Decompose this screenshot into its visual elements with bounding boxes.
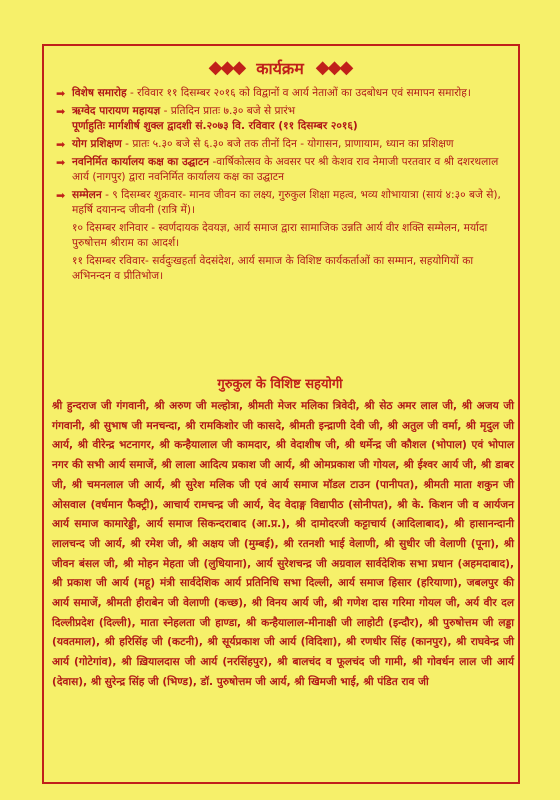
conference-day-10: १० दिसम्बर शनिवार - स्वर्णदायक देवयज्ञ, आर्य समाज द्वारा सामाजिक उन्नति आर्य वीर शक्ति सम्मेलन, मर्यादा पुरुषोत्तम श्रीराम का आदर्श। — [72, 222, 488, 249]
program-item-text: - ९ दिसम्बर शुक्रवार- मानव जीवन का लक्ष्य, गुरुकुल शिक्षा महत्व, भव्य शोभायात्रा (सायं ४:३० बजे से), महर्षि दयानन्द जीवनी (रात्रि में)। — [72, 189, 501, 216]
program-item-text: - प्रतिदिन प्रातः ७.३० बजे से प्रारंभ — [163, 105, 296, 117]
title-row — [0, 56, 560, 80]
program-item-label: योग प्रशिक्षण — [72, 138, 122, 150]
program-item-text: - रविवार ११ दिसम्बर २०१६ को विद्वानों व आर्य नेताओं का उदबोधन एवं समापन समारोह। — [129, 87, 471, 99]
program-item-text: -वार्षिकोत्सव के अवसर पर श्री केशव राव नेमाजी परतवार व श्री दशरथलाल आर्य (नागपुर) द्वारा नवनिर्मित कार्यालय कक्ष का उद्घाटन — [72, 156, 499, 183]
arrow-icon: ➡ — [56, 87, 66, 100]
arrow-icon: ➡ — [56, 105, 66, 118]
program-item-label: नवनिर्मित कार्यालय कक्ष का उद्घाटन — [72, 156, 210, 168]
arrow-icon: ➡ — [56, 189, 66, 202]
program-item-special-ceremony — [56, 86, 512, 101]
page-title: कार्यक्रम — [252, 57, 308, 79]
left-ornament-icon: ◆◆◆ — [208, 57, 245, 78]
program-item-office-inauguration — [56, 155, 512, 185]
program-item-text: - प्रातः ५.३० बजे से ६.३० बजे तक तीनों दिन - योगासन, प्राणायाम, ध्यान का प्रशिक्षण — [125, 138, 454, 150]
program-item-conference — [56, 188, 512, 218]
program-item-label: ऋग्वेद पारायण महायज्ञ — [72, 105, 161, 117]
program-item-label: विशेष समारोह — [72, 87, 127, 99]
arrow-icon: ➡ — [56, 138, 66, 151]
arrow-icon: ➡ — [56, 156, 66, 169]
supporters-list: श्री हुन्दराज जी गंगवानी, श्री अरुण जी मल्होत्रा, श्रीमती मेजर मलिका त्रिवेदी, श्री सेठ अमर लाल जी, श्री अजय जी गंगवानी, श्री सुभाष जी मनचन्दा, श्री रामकिशोर जी कासदे, श्रीमती इन्द्राणी देवी जी, श्री अतुल जी वर्मा, श्री मृदुल जी आर्य, श्री वीरेन्द्र भटनागर, श्री कन्हैयालाल जी कामदार, श्री वेदाशीष जी, श्री धर्मेन्द्र जी कौशल (भोपाल) एवं भोपाल नगर की सभी आर्य समाजें, श्री लाला आदित्य प्रकाश जी आर्य, श्री ओमप्रकाश जी गोयल, श्री ईश्वर आर्य जी, श्री डाबर जी, श्री चमनलाल जी आर्य, श्री सुरेश मलिक जी एवं आर्य समाज मॉडल टाउन (पानीपत), श्रीमती माता शकुन जी ओसवाल (वर्धमान फैक्ट्री), आचार्य रामचन्द्र जी आर्य, वेद वेदाङ्ग विद्यापीठ (सोनीपत), श्री के. किशन जी व आर्यजन आर्य समाज कामारेड्डी, आर्य समाज सिकन्दराबाद (आ.प्र.), श्री दामोदरजी कट्टाचार्य (आदिलाबाद), श्री हासानन्दानी लालचन्द जी आर्य, श्री रमेश जी, श्री अक्षय जी (मुम्बई), श्री रतनशी भाई वेलाणी, श्री सुधीर जी वेलाणी (पूना), श्री जीवन बंसल जी, श्री मोहन मेहता जी (लुधियाना), आर्य सुरेशचन्द्र जी अग्रवाल सार्वदेशिक सभा प्रधान (अहमदाबाद), श्री प्रकाश जी आर्य (महू) मंत्री सार्वदेशिक आर्य प्रतिनिधि सभा दिल्ली, आर्य समाज हिसार (हरियाणा), जबलपुर की आर्य समाजें, श्रीमती हीराबेन जी वेलाणी (कच्छ), श्री विनय आर्य जी, श्री गणेश दास गरिमा गोयल जी, अर्य वीर दल दिल्लीप्रदेश (दिल्ली), माता स्नेहलता जी हाण्डा, श्री कन्हैयालाल-मीनाक्षी जी लाहोटी (इन्दौर), श्री पुरुषोत्तम जी लड्डा (यवतमाल), श्री हरिसिंह जी (कटनी), श्री सूर्यप्रकाश जी आर्य (विदिशा), श्री रणधीर सिंह (कानपुर), श्री राघवेन्द्र जी आर्य (गोटेगांव), श्री ख़ियालदास जी आर्य (नरसिंहपुर), श्री बालचंद व फूलचंद जी गामी, श्री गोवर्धन लाल जी आर्य (देवास), श्री सुरेन्द्र सिंह जी (भिण्ड), डॉ. पुरुषोत्तम जी आर्य, श्री खिमजी भाई, श्री पंडित राव जी — [52, 400, 514, 688]
program-item-extra: पूर्णाहुतिः मार्गशीर्ष शुक्ल द्वादशी सं.२०७३ वि. रविवार (११ दिसम्बर २०१६) — [72, 120, 358, 132]
supporters-heading: गुरुकुल के विशिष्ट सहयोगी — [217, 377, 343, 392]
right-ornament-icon: ◆◆◆ — [315, 57, 352, 78]
program-item-label: सम्मेलन — [72, 189, 102, 201]
program-list — [56, 86, 512, 287]
conference-day-11: ११ दिसम्बर रविवार- सर्वदुःखहर्ता वेदसंदेश, आर्य समाज के विशिष्ट कार्यकर्ताओं का सम्मान, सहयोगियों का अभिनन्दन व प्रीतिभोज। — [72, 255, 474, 282]
program-item-yoga — [56, 137, 512, 152]
program-item-rigveda-yajna — [56, 104, 512, 134]
